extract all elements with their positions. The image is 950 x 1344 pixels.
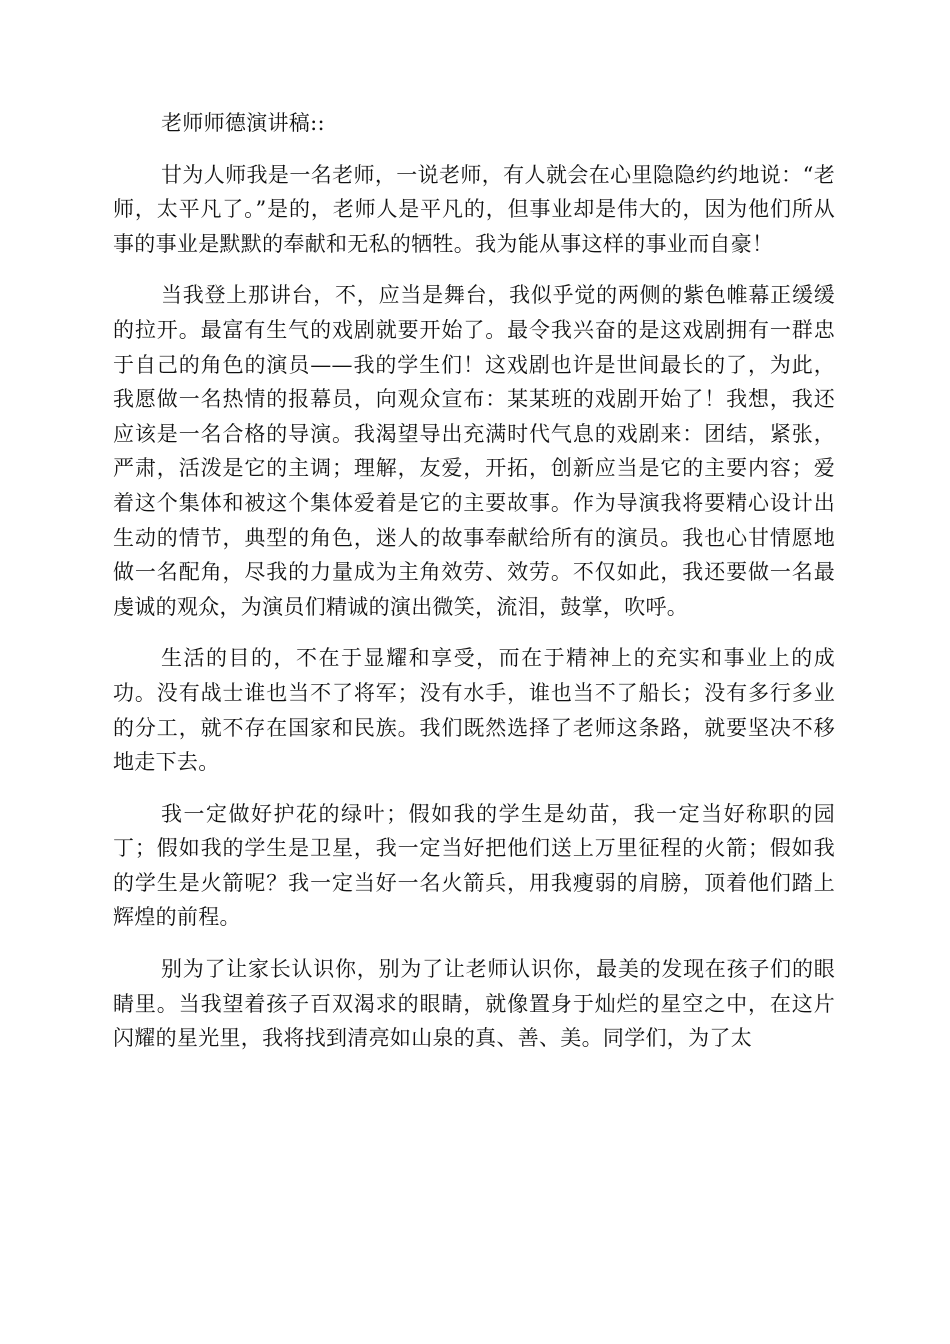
document-title: 老师师德演讲稿:: [161, 111, 325, 135]
paragraph: 我一定做好护花的绿叶；假如我的学生是幼苗，我一定当好称职的园丁；假如我的学生是卫星，我一定当好把他们送上万里征程的火箭；假如我的学生是火箭呢？我一定当好一名火箭兵，用我瘦弱的肩膀，顶着他们踏上辉煌的前程。 [113, 801, 835, 930]
document-body [113, 106, 835, 1073]
paragraph: 别为了让家长认识你，别为了让老师认识你，最美的发现在孩子们的眼睛里。当我望着孩子百双渴求的眼睛，就像置身于灿烂的星空之中，在这片闪耀的星光里，我将找到清亮如山泉的真、善、美。同学们，为了太 [113, 957, 835, 1051]
paragraph: 当我登上那讲台，不，应当是舞台，我似乎觉的两侧的紫色帷幕正缓缓的拉开。最富有生气的戏剧就要开始了。最令我兴奋的是这戏剧拥有一群忠于自己的角色的演员——我的学生们！这戏剧也许是世间最长的了，为此，我愿做一名热情的报幕员，向观众宣布：某某班的戏剧开始了！我想，我还应该是一名合格的导演。我渴望导出充满时代气息的戏剧来：团结，紧张，严肃，活泼是它的主调；理解，友爱，开拓，创新应当是它的主要内容；爱着这个集体和被这个集体爱着是它的主要故事。作为导演我将要精心设计出生动的情节，典型的角色，迷人的故事奉献给所有的演员。我也心甘情愿地做一名配角，尽我的力量成为主角效劳、效劳。不仅如此，我还要做一名最虔诚的观众，为演员们精诚的演出微笑，流泪，鼓掌，吹呼。 [113, 283, 835, 619]
paragraph: 生活的目的，不在于显耀和享受，而在于精神上的充实和事业上的成功。没有战士谁也当不了将军；没有水手，谁也当不了船长；没有多行多业的分工，就不存在国家和民族。我们既然选择了老师这条路，就要坚决不移地走下去。 [113, 646, 835, 775]
paragraph: 甘为人师我是一名老师，一说老师，有人就会在心里隐隐约约地说：“老师，太平凡了。”是的，老师人是平凡的，但事业却是伟大的，因为他们所从事的事业是默默的奉献和无私的牺牲。我为能从事这样的事业而自豪！ [113, 162, 835, 256]
